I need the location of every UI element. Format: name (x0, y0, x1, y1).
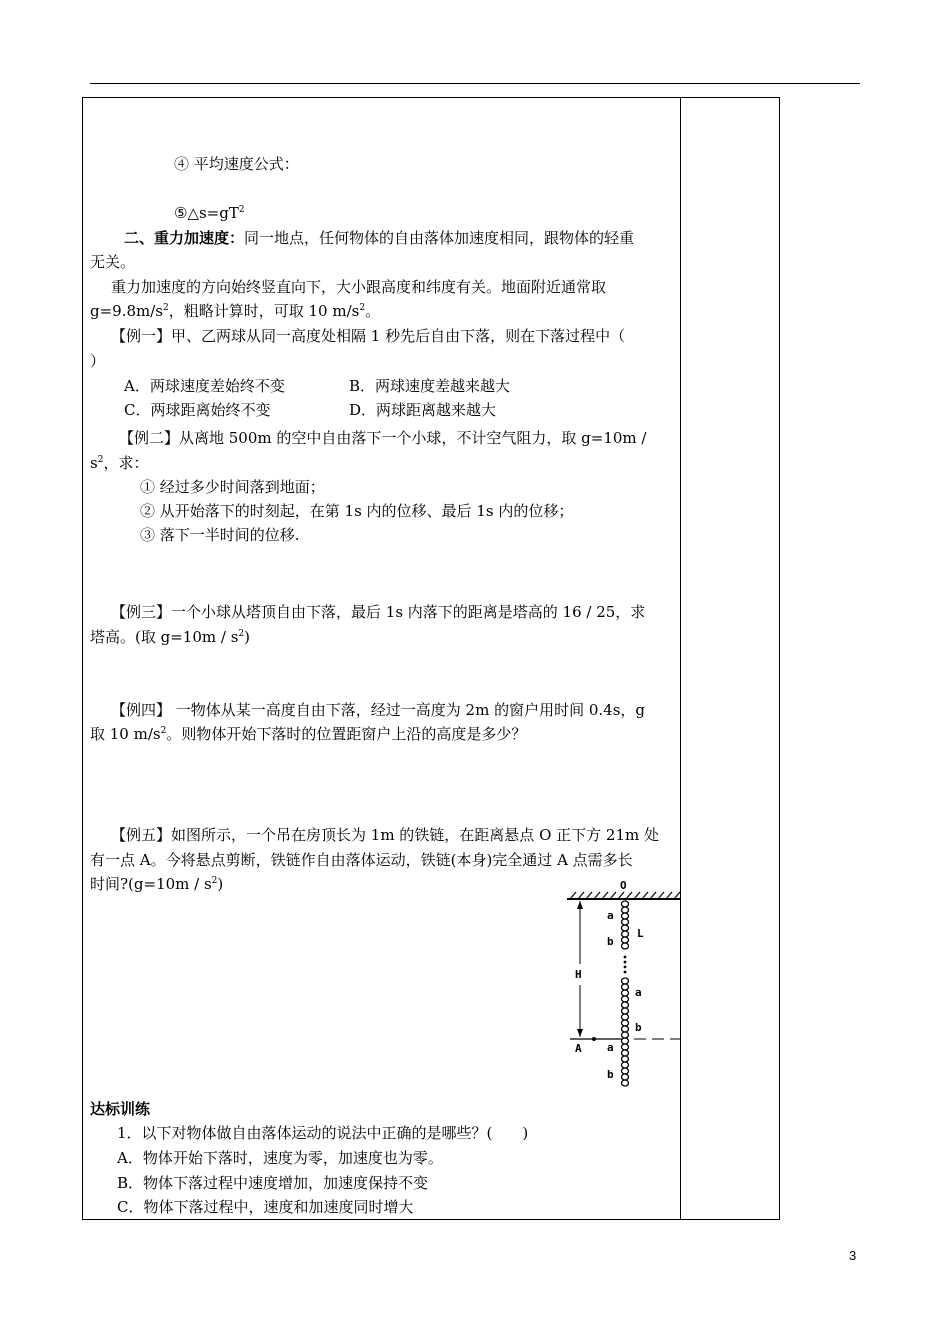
formula-5: $⑤\triangle s=gT^2$ (174, 204, 245, 222)
label-b-top: b (607, 935, 614, 948)
example5-line2: 有一点 A。今将悬点剪断，铁链作自由落体运动，铁链(本身)完全通过 A 点需多长 (90, 851, 633, 869)
section-gravity-line1: 二、重力加速度：同一地点，任何物体的自由落体加速度相同，跟物体的轻重 (124, 229, 635, 247)
label-a-middle: a (635, 986, 642, 999)
example2-question1: ① 经过多少时间落到地面； (140, 478, 325, 496)
label-a-bottom: a (607, 1041, 614, 1054)
example1-option-d: D．两球距离越来越大 (349, 401, 497, 419)
example4-line1: 【例四】 一物体从某一高度自由下落，经过一高度为 2m 的窗户用时间 0.4s，g (111, 701, 645, 719)
practice-question1: 1．以下对物体做自由落体运动的说法中正确的是哪些？( ) (117, 1124, 529, 1142)
practice-option-b: B．物体下落过程中速度增加，加速度保持不变 (117, 1174, 429, 1192)
label-h: H (575, 968, 582, 981)
example1-option-b: B．两球速度差越来越大 (349, 377, 511, 395)
example5-line1: 【例五】如图所示，一个吊在房顶长为 1m 的铁链，在距离悬点 O 正下方 21m 处 (111, 826, 659, 844)
chain-figure (562, 877, 684, 1087)
section-gravity-line2: 无关。 (90, 253, 136, 271)
label-l: L (637, 927, 644, 940)
page-number: 3 (849, 1248, 857, 1263)
section-heading: 二、重力加速度： (124, 229, 245, 247)
example2-line2: $s^2$，求： (90, 454, 149, 472)
example3-line1: 【例三】一个小球从塔顶自由下落，最后 1s 内落下的距离是塔高的 16 / 25，求 (111, 603, 646, 621)
example2-question3: ③ 落下一半时间的位移. (140, 526, 300, 544)
chain-gap-dots (624, 956, 627, 974)
example1-line2: ） (90, 352, 106, 370)
example1-option-c: C．两球距离始终不变 (124, 401, 271, 419)
practice-option-c: C．物体下落过程中，速度和加速度同时增大 (117, 1198, 414, 1216)
example1-line1: 【例一】甲、乙两球从同一高度处相隔 1 秒先后自由下落，则在下落过程中（ (111, 327, 626, 345)
chain-upper (622, 901, 629, 949)
example3-line2: 塔高。(取 $g=10m / s^2$) (90, 628, 250, 646)
ceiling-hatching (567, 892, 680, 899)
formula-4: ④ 平均速度公式： (174, 155, 299, 173)
example1-option-a: A．两球速度差始终不变 (124, 377, 285, 395)
label-o: O (620, 879, 627, 892)
header-rule (90, 83, 860, 84)
chain-lower (622, 978, 629, 1086)
label-b-middle: b (635, 1021, 642, 1034)
example5-line3: 时间?(g=10m / $s^2$) (90, 875, 224, 893)
label-a-top: a (607, 909, 614, 922)
example2-question2: ② 从开始落下的时刻起，在第 1s 内的位移、最后 1s 内的位移； (140, 502, 574, 520)
label-a: A (575, 1042, 582, 1055)
example4-line2: 取 10 $m/s^2$。则物体开始下落时的位置距窗户上沿的高度是多少？ (90, 725, 527, 743)
example2-line1: 【例二】从离地 500m 的空中自由落下一个小球，不计空气阻力，取 g=10m / (119, 429, 647, 447)
section-gravity-line4: $g=9.8m/s^2$，粗略计算时，可取 10 $m/s^2$。 (90, 302, 381, 320)
label-b-bottom: b (607, 1068, 614, 1081)
practice-heading: 达标训练 (90, 1100, 151, 1118)
section-gravity-line3: 重力加速度的方向始终竖直向下，大小跟高度和纬度有关。地面附近通常取 (111, 278, 607, 296)
practice-option-a: A．物体开始下落时，速度为零，加速度也为零。 (117, 1149, 443, 1167)
